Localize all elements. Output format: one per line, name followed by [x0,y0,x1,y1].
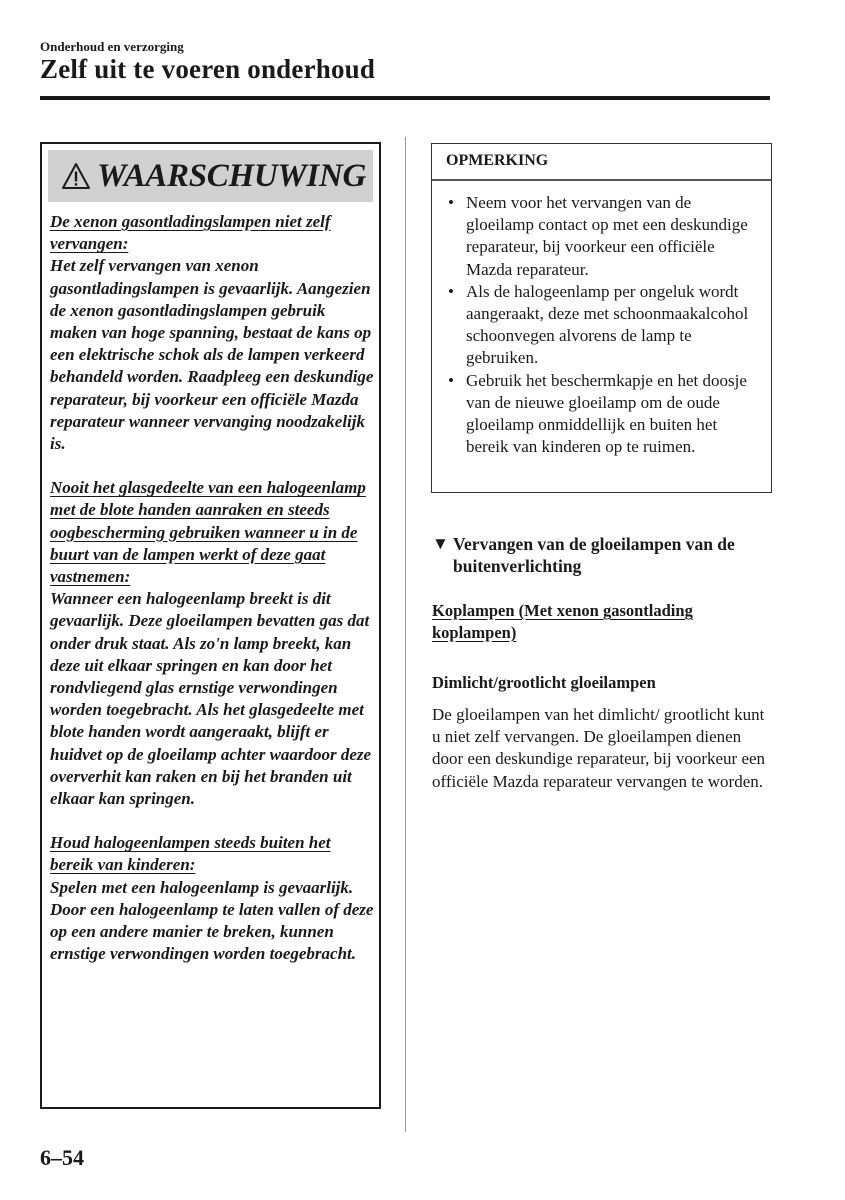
warning-box [40,142,381,1109]
warning-body [50,211,375,988]
bullet-icon: • [448,370,454,390]
bullet-icon: • [448,193,454,212]
note-item-text: Als de halogeenlamp per ongeluk wordt aangeraakt, deze met schoonmaakalcohol schoonvegen alvorens de lamp te gebruiken. [466,281,749,368]
page-number: 6–54 [40,1145,84,1170]
note-rule [432,179,771,181]
note-list [446,192,761,458]
warning-label: WAARSCHUWING [97,157,367,194]
warning-section-heading: Nooit het glasgedeelte van een halogeenlamp met de blote handen aanraken en steeds oogbescherming gebruiken wanneer u in de buurt van de lampen werkt of deze gaat vastnemen: [50,478,366,587]
list-item [446,281,761,370]
triangle-down-icon: ▼ [432,534,449,553]
note-item-text: Neem voor het vervangen van de gloeilamp contact op met een deskundige reparateur, bij voorkeur een officiële Mazda reparateur. [466,193,748,279]
column-divider [405,137,406,1132]
header-rule [40,96,770,100]
page-title: Zelf uit te voeren onderhoud [40,54,376,84]
warning-section-text: Spelen met een halogeenlamp is gevaarlijk. Door een halogeenlamp te laten vallen of deze op een andere manier te breken, kunnen ernstige verwondingen worden toegebracht. [50,877,374,964]
body-text: De gloeilampen van het dimlicht/ grootlicht kunt u niet zelf vervangen. De gloeilampen dienen door een deskundige reparateur, bij voorkeur een officiële Mazda reparateur vervangen te worden. [432,705,766,791]
warning-section-text: Wanneer een halogeenlamp breekt is dit gevaarlijk. Deze gloeilampen bevatten gas dat onder druk staat. Als zo'n lamp breekt, kan deze uit elkaar springen en kan door het rondvliegend glas ernstige verwondingen worden toegebracht. Als het glasgedeelte met blote handen wordt aangeraakt, blijft er huidvet op de gloeilamp achter waardoor deze oververhit kan raken en bij het branden uit elkaar kan springen. [50,589,372,809]
warning-triangle-icon [61,162,91,190]
warning-section-heading: Houd halogeenlampen steeds buiten het bereik van kinderen: [50,833,331,875]
list-item [446,192,761,281]
warning-section-text: Het zelf vervangen van xenon gasontladingslampen is gevaarlijk. Aangezien de xenon gasontladingslampen gebruik maken van hoge spanning, bestaat de kans op een elektrische schok als de lampen verkeerd behandeld worden. Raadpleeg een deskundige reparateur, bij voorkeur een officiële Mazda reparateur wanneer vervanging noodzakelijk is. [50,256,374,454]
section-heading [432,533,777,577]
warning-section [50,832,375,965]
section-heading-text: Vervangen van de gloeilampen van de buitenverlichting [453,534,735,576]
warning-header [48,150,373,202]
note-box [431,143,772,493]
bullet-icon: • [448,281,454,301]
subheading: Koplampen (Met xenon gasontlading koplampen) [432,601,693,642]
warning-section [50,211,375,455]
note-title: OPMERKING [446,152,549,169]
warning-section-heading: De xenon gasontladingslampen niet zelf vervangen: [50,212,331,254]
header-section-label: Onderhoud en verzorging [40,39,184,54]
warning-section [50,477,375,810]
note-item-text: Gebruik het beschermkapje en het doosje van de nieuwe gloeilamp om de oude gloeilamp onmiddellijk en buiten het bereik van kinderen op te ruimen. [466,370,747,457]
list-item [446,370,761,459]
subsubheading: Dimlicht/grootlicht gloeilampen [432,673,656,692]
